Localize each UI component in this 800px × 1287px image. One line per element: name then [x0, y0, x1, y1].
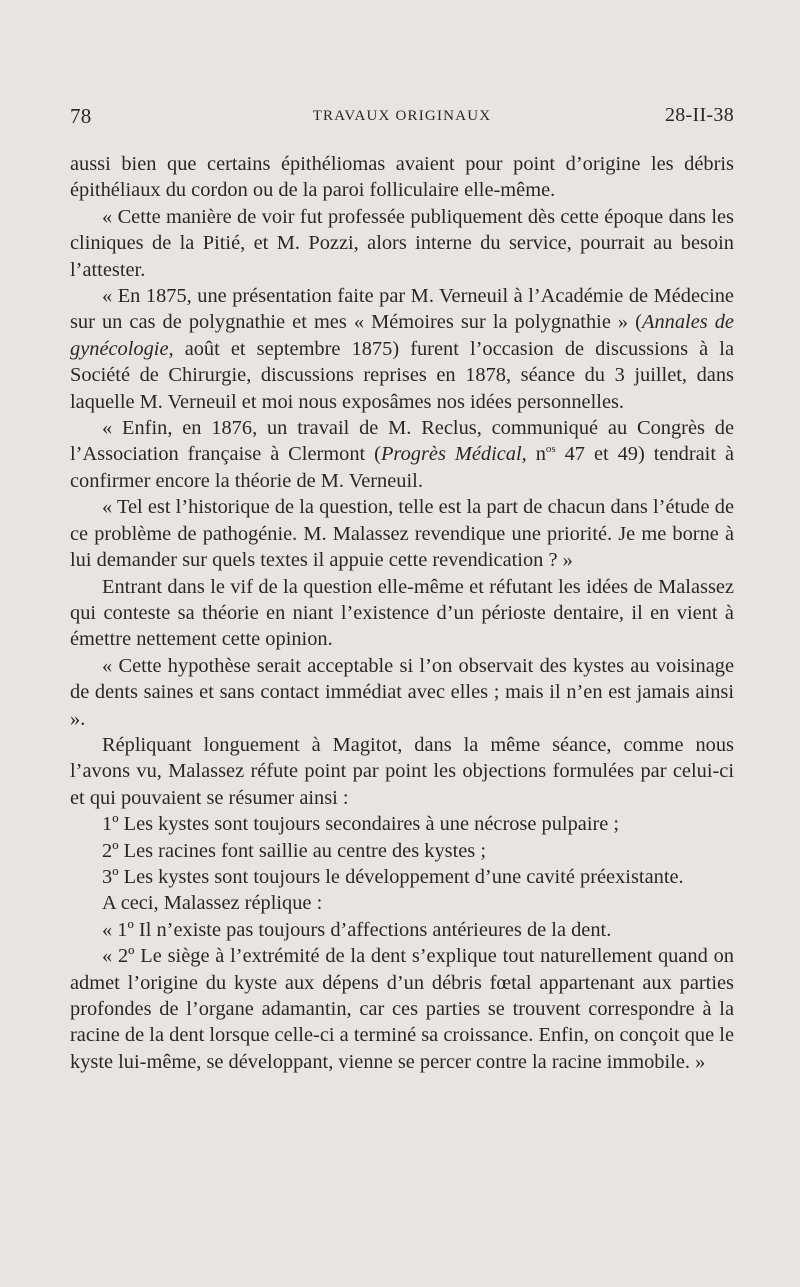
italic-citation: Progrès Médical,: [380, 443, 527, 466]
page-body: [70, 151, 734, 1075]
paragraph: A ceci, Malassez réplique :: [102, 892, 323, 915]
paragraph: « Cette manière de voir fut professée publiquement dès cette époque dans les cliniques de la Pitié, et M. Pozzi, alors interne du service, pourrait au besoin l’attester.: [70, 205, 734, 281]
running-title: TRAVAUX ORIGINAUX: [312, 108, 492, 124]
paragraph: Entrant dans le vif de la question elle-même et réfutant les idées de Malassez qui conteste sa théorie en niant l’existence d’un périoste dentaire, il en vient à émettre nettement cette opinion.: [70, 575, 734, 651]
page-number: 78: [70, 104, 92, 128]
list-item: 3º Les kystes sont toujours le développement d’une cavité préexistante.: [102, 865, 684, 888]
paragraph: « Enfin, en 1876, un travail de M. Reclus, communiqué au Congrès de l’Association française à Clermont (Progrès Médical, $n^{os}$ 47 et 49) tendrait à confirmer encore la théorie de M. Verneuil.: [70, 417, 734, 492]
paragraph: « Tel est l’historique de la question, telle est la part de chacun dans l’étude de ce problème de pathogénie. M. Malassez revendique une priorité. Je me borne à lui demander sur quels textes il appuie cette revendication ? »: [70, 496, 734, 572]
paragraph: aussi bien que certains épithéliomas avaient pour point d’origine les débris épithéliaux du cordon ou de la paroi folliculaire elle-même.: [70, 153, 734, 202]
list-item: 2º Les racines font saillie au centre des kystes ;: [102, 839, 486, 862]
header-date: 28-II-38: [664, 104, 734, 126]
paragraph: « 2º Le siège à l’extrémité de la dent s’explique tout naturellement quand on admet l’origine du kyste aux dépens d’un débris fœtal appartenant aux parties profondes de l’organe adamantin, car ces parties se trouvent correspondre à la racine de la dent lorsque celle-ci a terminé sa croissance. Enfin, on conçoit que le kyste lui-même, se développant, vienne se percer contre la racine immobile. »: [70, 945, 734, 1073]
paragraph: « Cette hypothèse serait acceptable si l’on observait des kystes au voisinage de dents saines et sans contact immédiat avec elles ; mais il n’en est jamais ainsi ».: [70, 654, 734, 730]
paragraph: Répliquant longuement à Magitot, dans la même séance, comme nous l’avons vu, Malassez réfute point par point les objections formulées par celui-ci et qui pouvaient se résumer ainsi :: [70, 733, 734, 809]
page-header: [70, 104, 734, 134]
italic-citation: Annales de gynécologie,: [70, 311, 734, 360]
paragraph: « 1º Il n’existe pas toujours d’affections antérieures de la dent.: [102, 918, 612, 941]
list-item: 1º Les kystes sont toujours secondaires à une nécrose pulpaire ;: [102, 813, 620, 836]
paragraph: « En 1875, une présentation faite par M. Verneuil à l’Académie de Médecine sur un cas de polygnathie et mes « Mémoires sur la polygnathie » (Annales de gynécologie, août et septembre 1875) furent l’occasion de discussions à la Société de Chirurgie, discussions reprises en 1878, séance du 3 juillet, dans laquelle M. Verneuil et moi nous exposâmes nos idées personnelles.: [70, 285, 734, 413]
